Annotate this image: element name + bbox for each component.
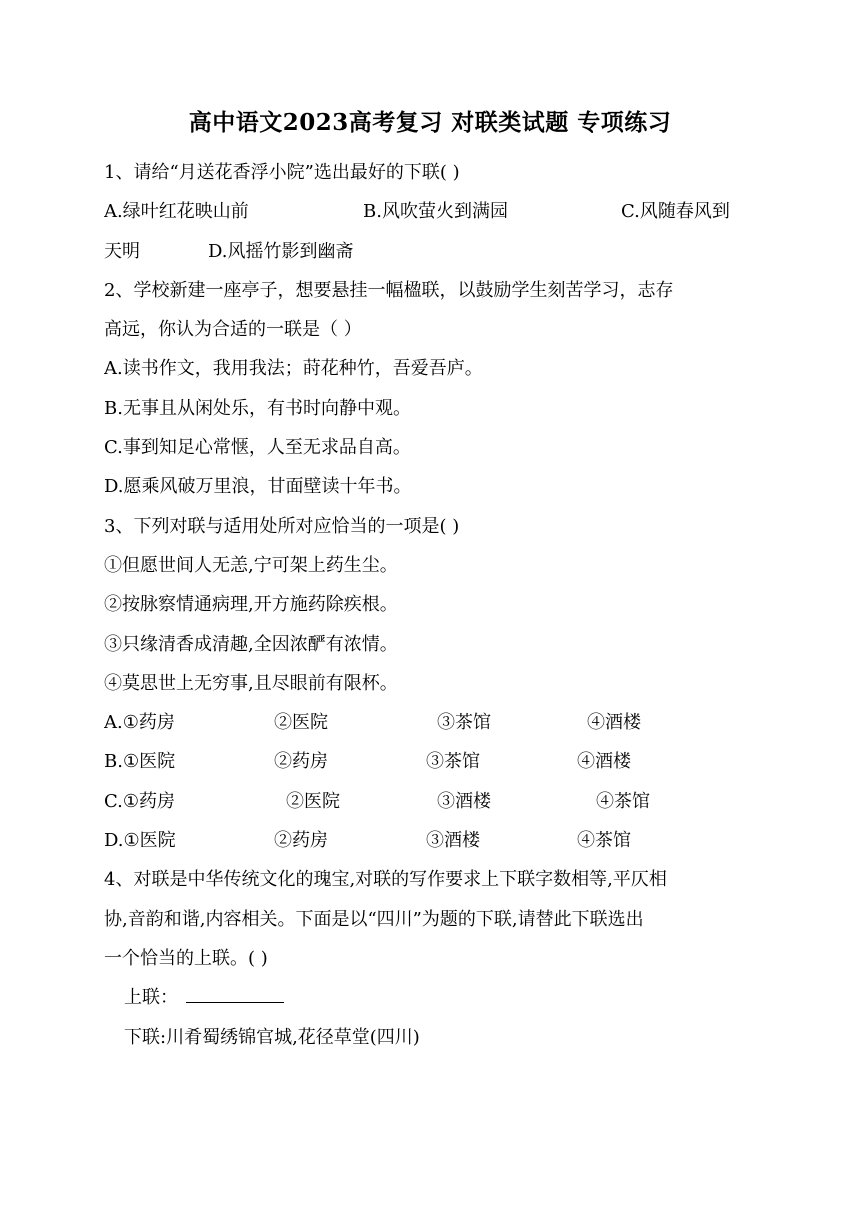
option-c-part-3: ③酒楼 [437,790,491,812]
question-3-couplet-2: ②按脉察情通病理,开方施药除疾根。 [104,594,398,616]
option-d-part-1: D.①医院 [104,830,176,852]
option-a-part-2: ②医院 [274,712,328,734]
question-2-stem-line-2: 高远，你认为合适的一联是（ ） [104,319,362,341]
question-4-stem-line-3: 一个恰当的上联。( ) [104,947,268,969]
question-3-option-a [104,703,748,742]
question-1-option-c: C.风随春风到 [621,201,730,223]
question-3-option-d [104,821,748,860]
question-3-couplet-1: ①但愿世间人无恙,宁可架上药生尘。 [104,554,398,576]
question-1-option-d: D.风摇竹影到幽斋 [208,240,354,262]
option-d-part-3: ③酒楼 [426,830,480,852]
question-3-couplet-4: ④莫思世上无穷事,且尽眼前有限杯。 [104,672,398,694]
option-d-part-4: ④茶馆 [577,830,631,852]
upper-couplet-blank[interactable] [186,982,284,1003]
question-4-upper-couplet [104,978,748,1017]
option-c-part-2: ②医院 [286,790,340,812]
option-b-part-1: B.①医院 [104,751,176,773]
option-a-part-3: ③茶馆 [437,712,491,734]
question-1-option-b: B.风吹萤火到满园 [363,201,508,223]
option-a-part-4: ④酒楼 [587,712,641,734]
question-2-option-b: B.无事且从闲处乐，有书时向静中观。 [104,397,411,419]
question-1-stem: 1、请给“月送花香浮小院”选出最好的下联( ) [104,162,460,183]
option-b-part-2: ②药房 [274,751,328,773]
question-list [104,153,748,1057]
question-3-option-c [104,782,748,821]
question-4-stem-line-1: 4、对联是中华传统文化的瑰宝,对联的写作要求上下联字数相等,平仄相 [104,869,667,891]
question-1-option-a: A.绿叶红花映山前 [104,201,249,223]
option-b-part-3: ③茶馆 [426,751,480,773]
question-2-option-d: D.愿乘风破万里浪，甘面壁读十年书。 [104,476,412,498]
question-1-option-c-continued: 天明 [104,240,140,262]
question-1-options-row-2 [104,232,748,271]
option-b-part-4: ④酒楼 [577,751,631,773]
question-3-option-b [104,742,748,781]
option-c-part-1: C.①药房 [104,790,175,812]
option-a-part-1: A.①药房 [104,712,175,734]
question-3-stem: 3、下列对联与适用处所对应恰当的一项是( ) [104,515,460,537]
question-2-option-c: C.事到知足心常惬，人至无求品自高。 [104,437,411,459]
question-3-couplet-3: ③只缘清香成清趣,全因浓酽有浓情。 [104,633,398,655]
question-1-options-row [104,192,748,231]
question-4-lower-couplet: 下联:川肴蜀绣锦官城,花径草堂(四川) [124,1026,420,1048]
question-2-option-a: A.读书作文，我用我法；莳花种竹，吾爱吾庐。 [104,358,483,380]
page-title: 高中语文2023高考复习 对联类试题 专项练习 [188,109,672,136]
option-d-part-2: ②药房 [274,830,328,852]
question-4-stem-line-2: 协,音韵和谐,内容相关。下面是以“四川”为题的下联,请替此下联选出 [104,908,644,930]
question-2-stem-line-1: 2、学校新建一座亭子，想要悬挂一幅楹联，以鼓励学生刻苦学习，志存 [104,279,674,301]
option-c-part-4: ④茶馆 [596,790,650,812]
upper-couplet-label: 上联： [124,987,178,1009]
